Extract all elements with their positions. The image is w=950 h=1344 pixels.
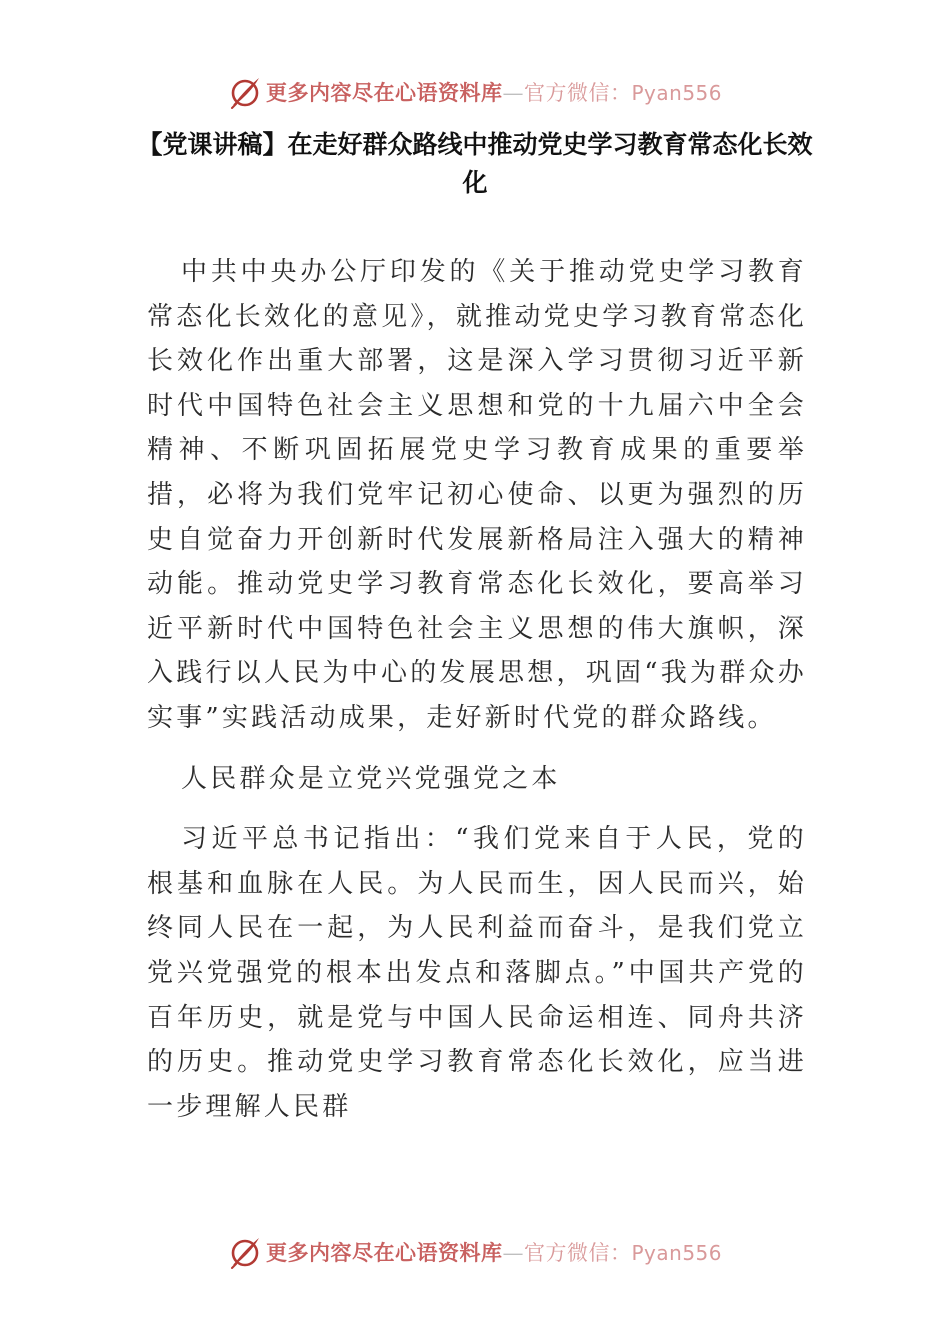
quill-logo-icon [228, 1235, 262, 1269]
footer-banner [0, 1232, 950, 1272]
banner-wechat-id: Pyan556 [631, 81, 722, 105]
header-banner-text [266, 77, 722, 107]
body-paragraph: 习近平总书记指出：“我们党来自于人民，党的根基和血脉在人民。为人民而生，因人民而兴，始终同人民在一起，为人民利益而奋斗，是我们党立党兴党强党的根本出发点和落脚点。”中国共产党的百年历史，就是党与中国人民命运相连、同舟共济的历史。推动党史学习教育常态化长效化，应当进一步理解人民群 [147, 824, 807, 1122]
footer-banner-text [266, 1237, 722, 1267]
banner-contact-label: 官方微信： [523, 1241, 632, 1265]
body-paragraph: 中共中央办公厅印发的《关于推动党史学习教育常态化长效化的意见》，就推动党史学习教育常态化长效化作出重大部署，这是深入学习贯彻习近平新时代中国特色社会主义思想和党的十九届六中全会精神、不断巩固拓展党史学习教育成果的重要举措，必将为我们党牢记初心使命、以更为强烈的历史自觉奋力开创新时代发展新格局注入强大的精神动能。推动党史学习教育常态化长效化，要高举习近平新时代中国特色社会主义思想的伟大旗帜，深入践行以人民为中心的发展思想，巩固“我为群众办实事”实践活动成果，走好新时代党的群众路线。 [147, 257, 807, 733]
document-title: 【党课讲稿】在走好群众路线中推动党史学习教育常态化长效化 [137, 130, 813, 197]
banner-wechat-id: Pyan556 [631, 1241, 722, 1265]
banner-dash: — [502, 1241, 524, 1265]
banner-dash: — [502, 81, 524, 105]
banner-site-name: 更多内容尽在心语资料库 [265, 1240, 503, 1265]
banner-site-name: 更多内容尽在心语资料库 [265, 80, 503, 105]
quill-logo-icon [228, 75, 262, 109]
section-heading: 人民群众是立党兴党强党之本 [181, 763, 561, 794]
header-banner [0, 72, 950, 112]
banner-contact-label: 官方微信： [523, 81, 632, 105]
document-body [147, 250, 807, 1129]
